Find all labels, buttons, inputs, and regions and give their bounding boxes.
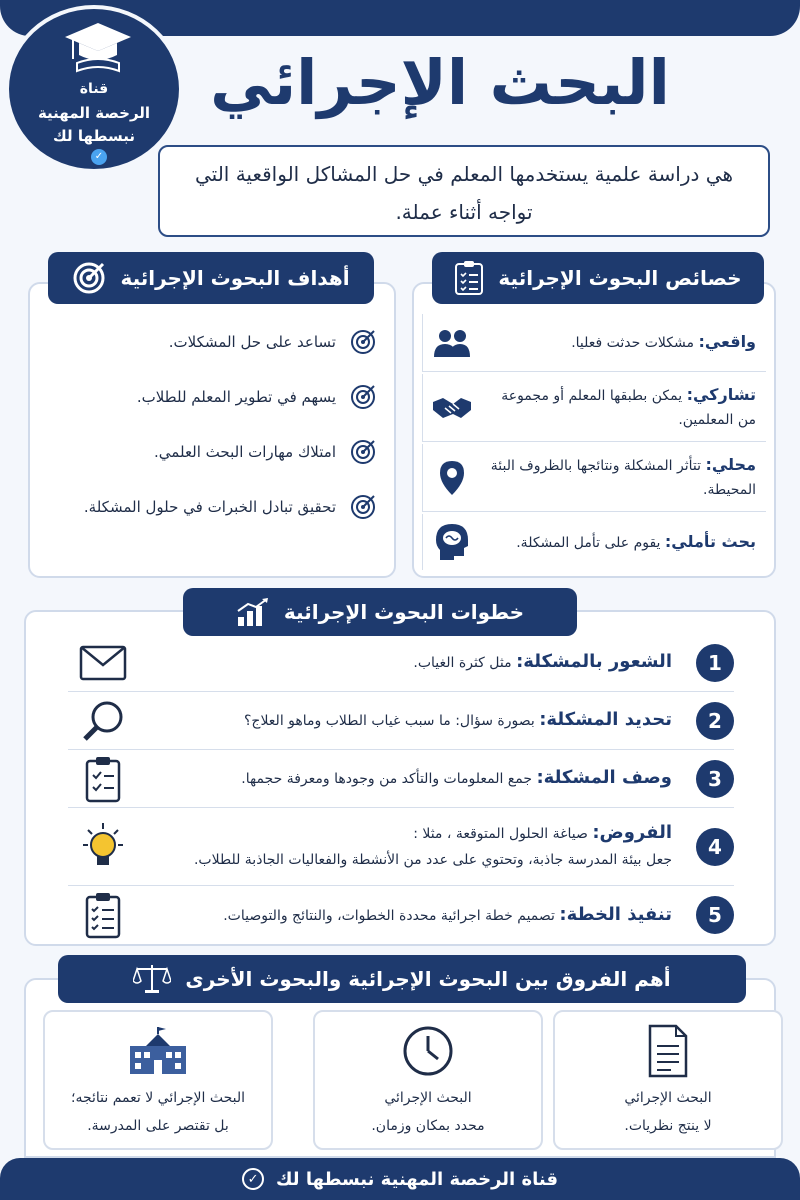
characteristic-key: محلي: — [705, 455, 756, 474]
characteristic-text: يمكن بطبقها المعلم أو مجموعة من المعلمين. — [501, 388, 756, 428]
characteristic-text: تتأثر المشكلة ونتائجها بالظروف البئة المحيطة. — [490, 458, 756, 498]
step-row — [68, 692, 734, 750]
step-row — [68, 886, 734, 944]
characteristics-title: خصائص البحوث الإجرائية — [498, 266, 742, 290]
characteristic-key: تشاركي: — [686, 385, 756, 404]
difference-line-2: محدد بمكان وزمان. — [371, 1118, 485, 1134]
target-icon — [350, 494, 376, 520]
goal-text: يسهم في تطوير المعلم للطلاب. — [136, 388, 336, 406]
check-circle-icon: ✓ — [242, 1168, 264, 1190]
goal-text: تساعد على حل المشكلات. — [168, 333, 336, 351]
clock-icon — [402, 1025, 454, 1077]
step-text: مثل كثرة الغياب. — [413, 655, 512, 671]
characteristics-header — [432, 252, 764, 304]
characteristic-key: واقعي: — [698, 332, 756, 351]
users-icon — [433, 327, 471, 359]
document-icon — [646, 1024, 690, 1078]
difference-line-1: البحث الإجرائي — [384, 1090, 472, 1106]
graduation-cap-icon — [63, 19, 133, 75]
step-number: 1 — [696, 644, 734, 682]
step-text: تصميم خطة اجرائية محددة الخطوات، والنتائج والتوصيات. — [223, 907, 555, 924]
step-row — [68, 808, 734, 886]
target-icon — [350, 329, 376, 355]
step-number: 2 — [696, 702, 734, 740]
step-text: جمع المعلومات والتأكد من وجودها ومعرفة حجمها. — [241, 771, 533, 787]
envelope-icon — [79, 645, 127, 681]
footer-bar — [0, 1158, 800, 1200]
step-number: 3 — [696, 760, 734, 798]
handshake-icon — [431, 394, 473, 422]
difference-line-2: لا ينتج نظريات. — [624, 1118, 712, 1134]
footer-text: قناة الرخصة المهنية نبسطها لك — [276, 1168, 558, 1190]
school-icon — [126, 1026, 190, 1076]
page-title: البحث الإجرائي — [210, 46, 670, 119]
step-text-extra: جعل بيئة المدرسة جاذبة، وتحتوي على عدد من الأنشطة والفعاليات الجاذبة للطلاب. — [193, 852, 672, 868]
logo-line-2: الرخصة المهنية — [37, 104, 151, 122]
characteristic-text: يقوم على تأمل المشكلة. — [516, 534, 661, 551]
step-key: تحديد المشكلة: — [539, 709, 672, 730]
characteristic-row — [422, 314, 766, 372]
steps-panel — [24, 610, 776, 946]
clipboard-icon — [84, 755, 122, 803]
scales-icon — [133, 963, 171, 995]
characteristic-row — [422, 444, 766, 512]
step-number: 4 — [696, 828, 734, 866]
checklist-icon — [84, 891, 122, 939]
goal-item — [48, 377, 376, 417]
logo-line-1: قناة — [79, 81, 109, 97]
difference-line-1: البحث الإجرائي لا تعمم نتائجه؛ — [71, 1090, 245, 1106]
steps-header — [183, 588, 577, 636]
step-row — [68, 634, 734, 692]
verified-check-icon: ✓ — [91, 149, 107, 165]
bar-chart-icon — [236, 597, 270, 627]
step-row — [68, 750, 734, 808]
difference-card — [313, 1010, 543, 1150]
location-pin-icon — [438, 459, 466, 497]
step-key: وصف المشكلة: — [536, 767, 672, 788]
differences-header — [58, 955, 746, 1003]
characteristic-text: مشكلات حدثت فعليا. — [571, 335, 695, 351]
goals-header — [48, 252, 374, 304]
step-text: صياغة الحلول المتوقعة ، مثلا : — [413, 826, 588, 842]
characteristic-row — [422, 374, 766, 442]
goals-panel — [28, 282, 396, 578]
characteristic-key: بحث تأملي: — [664, 531, 756, 551]
goal-text: تحقيق تبادل الخبرات في حلول المشكلة. — [83, 498, 336, 516]
difference-line-2: بل تقتصر على المدرسة. — [87, 1118, 229, 1134]
goal-item — [48, 322, 376, 362]
step-text: بصورة سؤال: ما سبب غياب الطلاب وماهو العلاج؟ — [243, 713, 535, 729]
differences-title: أهم الفروق بين البحوث الإجرائية والبحوث الأخرى — [185, 967, 671, 991]
logo-line-3: نبسطها لك — [53, 127, 135, 145]
characteristics-panel — [412, 282, 776, 578]
goal-item — [48, 487, 376, 527]
goal-text: امتلاك مهارات البحث العلمي. — [154, 443, 336, 461]
lightbulb-icon — [79, 821, 127, 873]
characteristic-row — [422, 514, 766, 570]
channel-logo — [5, 5, 183, 173]
clipboard-list-icon — [454, 260, 484, 296]
difference-line-1: البحث الإجرائي — [624, 1090, 712, 1106]
step-number: 5 — [696, 896, 734, 934]
difference-card — [553, 1010, 783, 1150]
difference-card — [43, 1010, 273, 1150]
target-icon — [72, 261, 106, 295]
magnifier-icon — [81, 699, 125, 743]
brain-head-icon — [434, 522, 470, 562]
step-key: الفروض: — [592, 822, 672, 843]
step-key: الشعور بالمشكلة: — [516, 651, 672, 672]
step-key: تنفيذ الخطة: — [559, 903, 672, 925]
definition-box: هي دراسة علمية يستخدمها المعلم في حل المشاكل الواقعية التي تواجه أثناء عملة. — [158, 145, 770, 237]
goals-title: أهداف البحوث الإجرائية — [120, 266, 350, 290]
goal-item — [48, 432, 376, 472]
target-icon — [350, 384, 376, 410]
steps-title: خطوات البحوث الإجرائية — [283, 600, 525, 624]
target-icon — [350, 439, 376, 465]
